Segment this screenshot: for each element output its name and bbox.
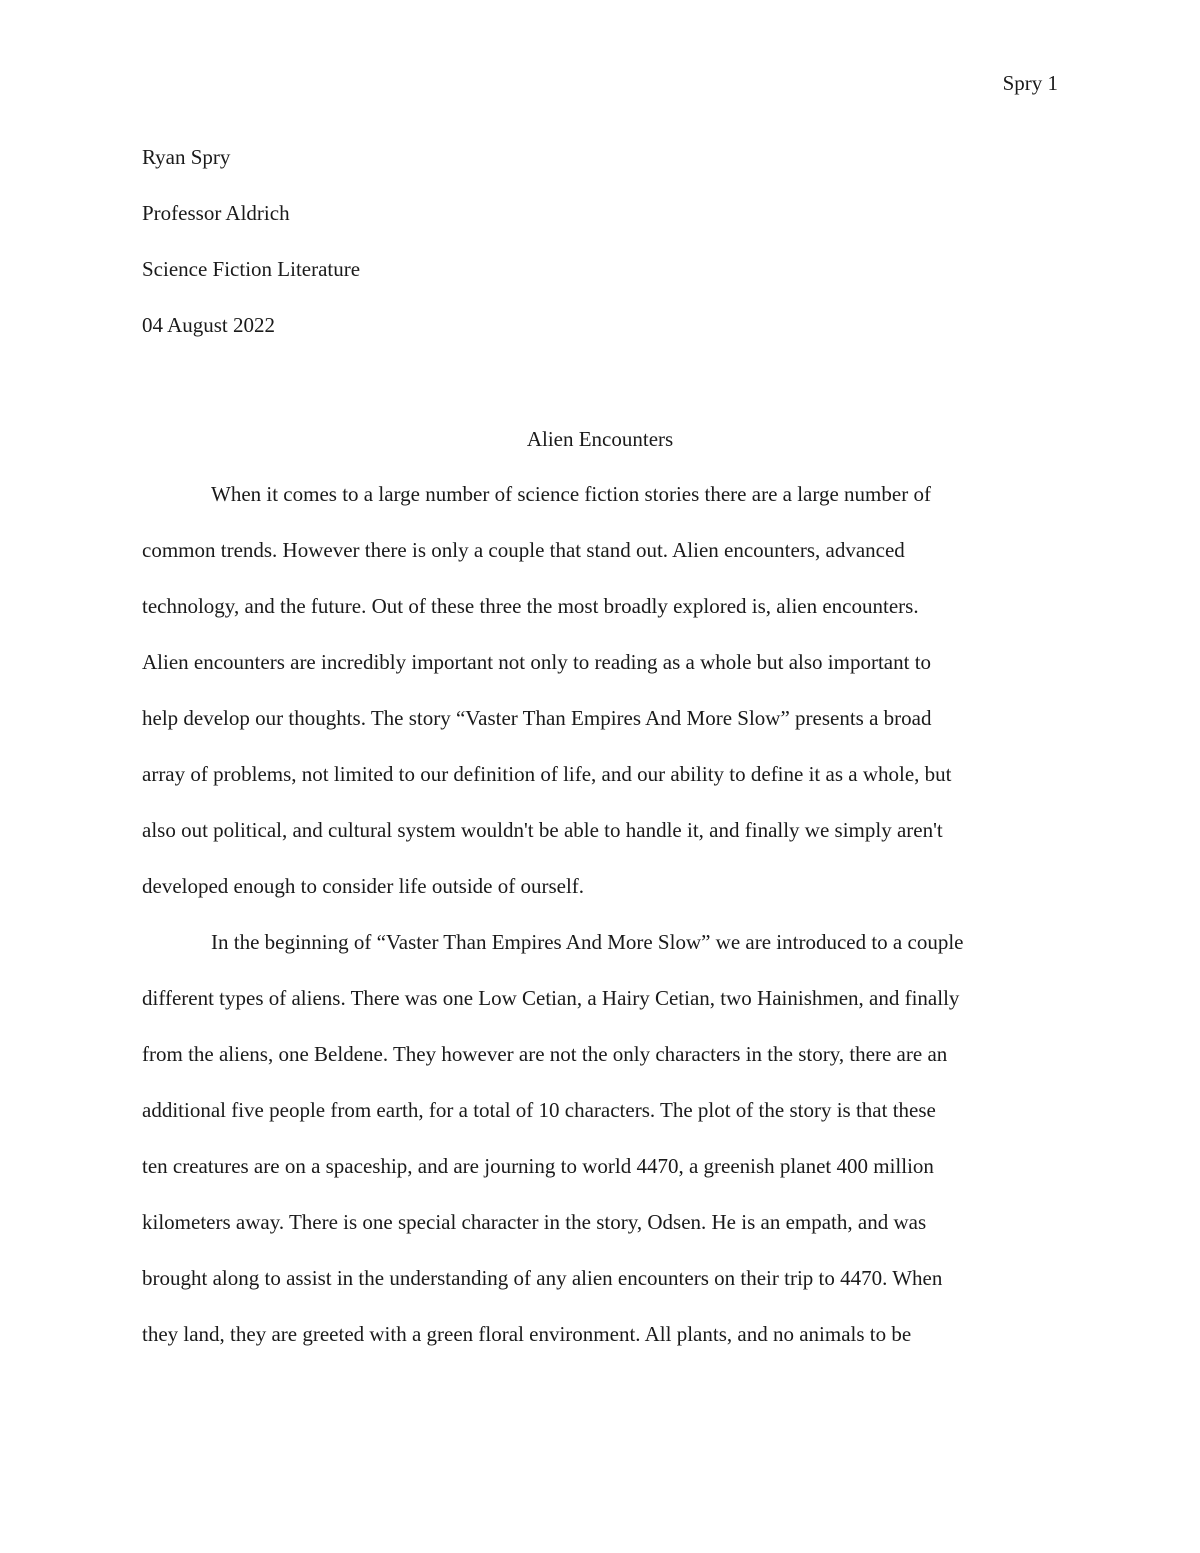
essay-date: 04 August 2022 xyxy=(142,313,276,337)
essay-body xyxy=(142,466,1058,1362)
body-line: ten creatures are on a spaceship, and are journing to world 4470, a greenish planet 400 million xyxy=(142,1154,934,1178)
body-line: help develop our thoughts. The story “Vaster Than Empires And More Slow” presents a broad xyxy=(142,706,932,730)
body-line: kilometers away. There is one special character in the story, Odsen. He is an empath, and was xyxy=(142,1210,927,1234)
instructor-name: Professor Aldrich xyxy=(142,201,290,225)
body-line: additional five people from earth, for a total of 10 characters. The plot of the story is that these xyxy=(142,1098,936,1122)
body-line: developed enough to consider life outside of ourself. xyxy=(142,874,585,898)
student-name: Ryan Spry xyxy=(142,145,231,169)
body-line: from the aliens, one Beldene. They however are not the only characters in the story, there are an xyxy=(142,1042,948,1066)
body-line: When it comes to a large number of science fiction stories there are a large number of xyxy=(211,482,931,506)
essay-title: Alien Encounters xyxy=(526,427,674,451)
mla-heading xyxy=(142,145,360,369)
body-line: technology, and the future. Out of these three the most broadly explored is, alien encounters. xyxy=(142,594,919,618)
course-name: Science Fiction Literature xyxy=(142,257,361,281)
body-line: array of problems, not limited to our definition of life, and our ability to define it as a whole, but xyxy=(142,762,952,786)
body-line: Alien encounters are incredibly important not only to reading as a whole but also important to xyxy=(142,650,932,674)
body-line: common trends. However there is only a couple that stand out. Alien encounters, advanced xyxy=(142,538,905,562)
body-line: brought along to assist in the understanding of any alien encounters on their trip to 4470. When xyxy=(142,1266,943,1290)
body-line: they land, they are greeted with a green floral environment. All plants, and no animals to be xyxy=(142,1322,912,1346)
body-line: also out political, and cultural system wouldn't be able to handle it, and finally we simply aren't xyxy=(142,818,943,842)
body-line: In the beginning of “Vaster Than Empires And More Slow” we are introduced to a couple xyxy=(211,930,964,954)
running-head: Spry 1 xyxy=(1002,71,1058,95)
body-line: different types of aliens. There was one Low Cetian, a Hairy Cetian, two Hainishmen, and finally xyxy=(142,986,960,1010)
